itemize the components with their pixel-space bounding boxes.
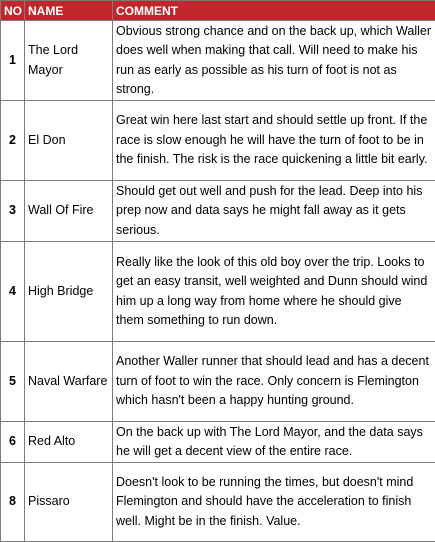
runner-comment: Obvious strong chance and on the back up, which Waller does well when making that call. Will need to make his run as early as possible as his turn of foot is not as strong. [113, 21, 435, 101]
runner-name: The Lord Mayor [25, 21, 113, 101]
runner-number: 2 [1, 101, 25, 181]
runner-comment: Doesn't look to be running the times, but doesn't mind Flemington and should have the acceleration to finish well. Might be in the finish. Value. [113, 463, 435, 542]
runner-name: High Bridge [25, 242, 113, 342]
runner-name: Pissaro [25, 463, 113, 542]
runner-number: 6 [1, 422, 25, 463]
header-comment: COMMENT [113, 1, 435, 21]
runner-name: Wall Of Fire [25, 181, 113, 242]
runner-comment: On the back up with The Lord Mayor, and the data says he will get a decent view of the entire race. [113, 422, 435, 463]
table-row [1, 101, 435, 181]
table-row [1, 463, 435, 542]
header-name: NAME [25, 1, 113, 21]
runner-name: Red Alto [25, 422, 113, 463]
table-row [1, 342, 435, 422]
runner-number: 3 [1, 181, 25, 242]
runner-comment: Great win here last start and should settle up front. If the race is slow enough he will have the turn of foot to be in the finish. The risk is the race quickening a little bit early. [113, 101, 435, 181]
runner-name: El Don [25, 101, 113, 181]
runner-number: 1 [1, 21, 25, 101]
runner-number: 4 [1, 242, 25, 342]
header-no: NO [1, 1, 25, 21]
runner-number: 8 [1, 463, 25, 542]
table-row [1, 21, 435, 101]
runner-name: Naval Warfare [25, 342, 113, 422]
header-row [1, 1, 435, 21]
runner-number: 5 [1, 342, 25, 422]
table-row [1, 422, 435, 463]
table-row [1, 181, 435, 242]
table-row [1, 242, 435, 342]
runner-comment: Another Waller runner that should lead and has a decent turn of foot to win the race. Only concern is Flemington which hasn't been a happy hunting ground. [113, 342, 435, 422]
runner-comment: Really like the look of this old boy over the trip. Looks to get an easy transit, well weighted and Dunn should wind him up a long way from home where he should give them something to run down. [113, 242, 435, 342]
runner-comment: Should get out well and push for the lead. Deep into his prep now and data says he might fall away as it gets serious. [113, 181, 435, 242]
